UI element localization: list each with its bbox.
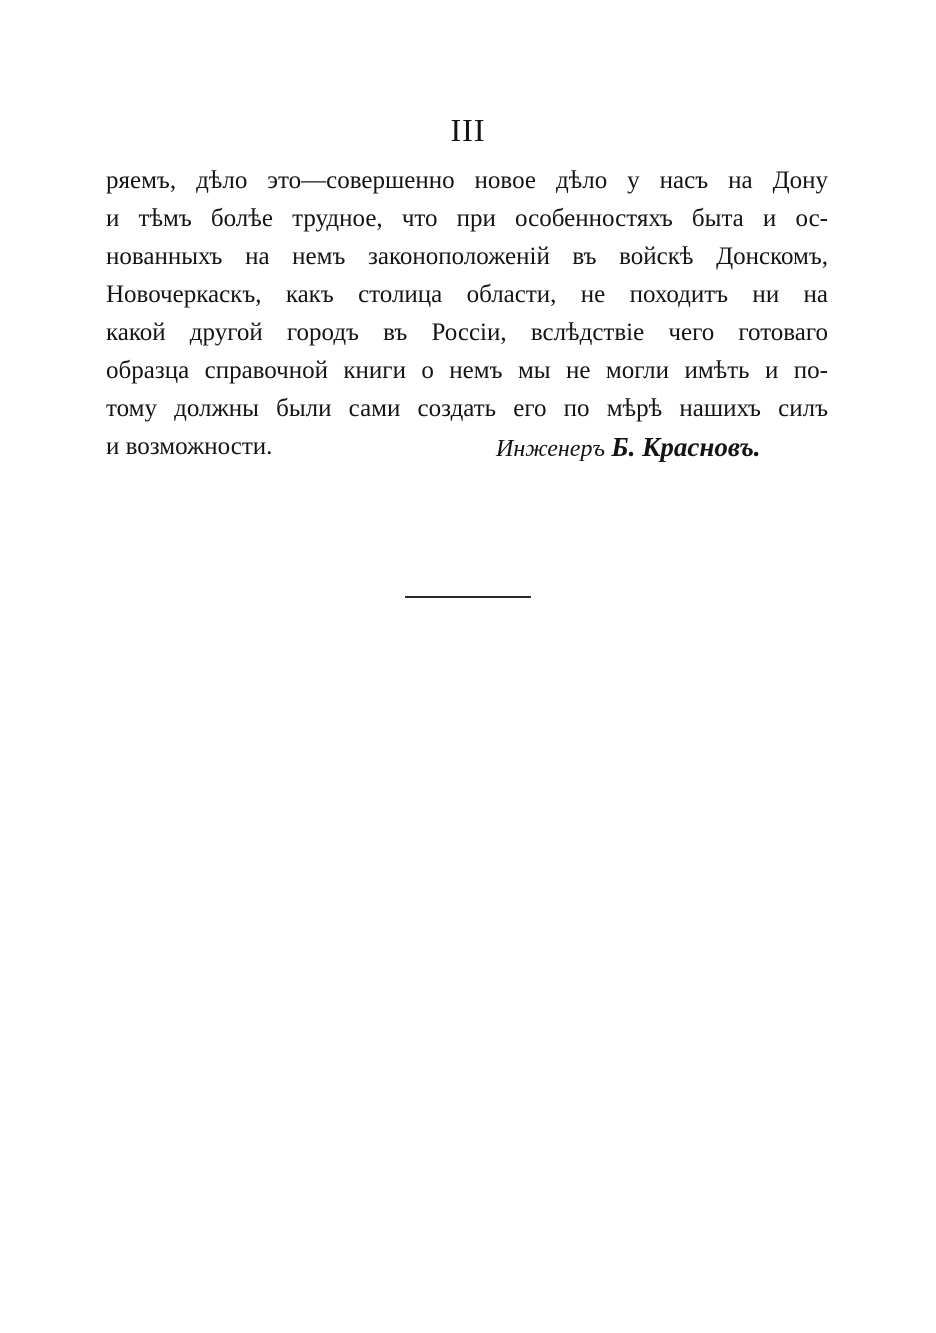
text-line: и тѣмъ болѣе трудное, что при особенностяхъ быта и ос-	[106, 205, 828, 232]
page-number: III	[450, 112, 486, 148]
text-line-last: и возможности.	[106, 433, 273, 460]
signature-name: Б. Красновъ.	[611, 432, 761, 462]
text-line: какой другой городъ въ Россіи, вслѣдствіе чего готоваго	[106, 319, 828, 346]
text-line: Новочеркаскъ, какъ столица области, не походитъ ни на	[106, 281, 828, 308]
text-line: образца справочной книги о немъ мы не могли имѣть и по-	[106, 357, 828, 384]
text-line: тому должны были сами создать его по мѣрѣ нашихъ силъ	[106, 395, 828, 422]
body-paragraph	[106, 162, 828, 466]
closing-rule	[405, 596, 531, 598]
text-line: ряемъ, дѣло это—совершенно новое дѣло у насъ на Дону	[106, 167, 828, 194]
text-line: нованныхъ на немъ законоположеній въ войскѣ Донскомъ,	[106, 243, 828, 270]
signature-title: Инженеръ	[496, 436, 605, 462]
signature	[496, 432, 806, 463]
